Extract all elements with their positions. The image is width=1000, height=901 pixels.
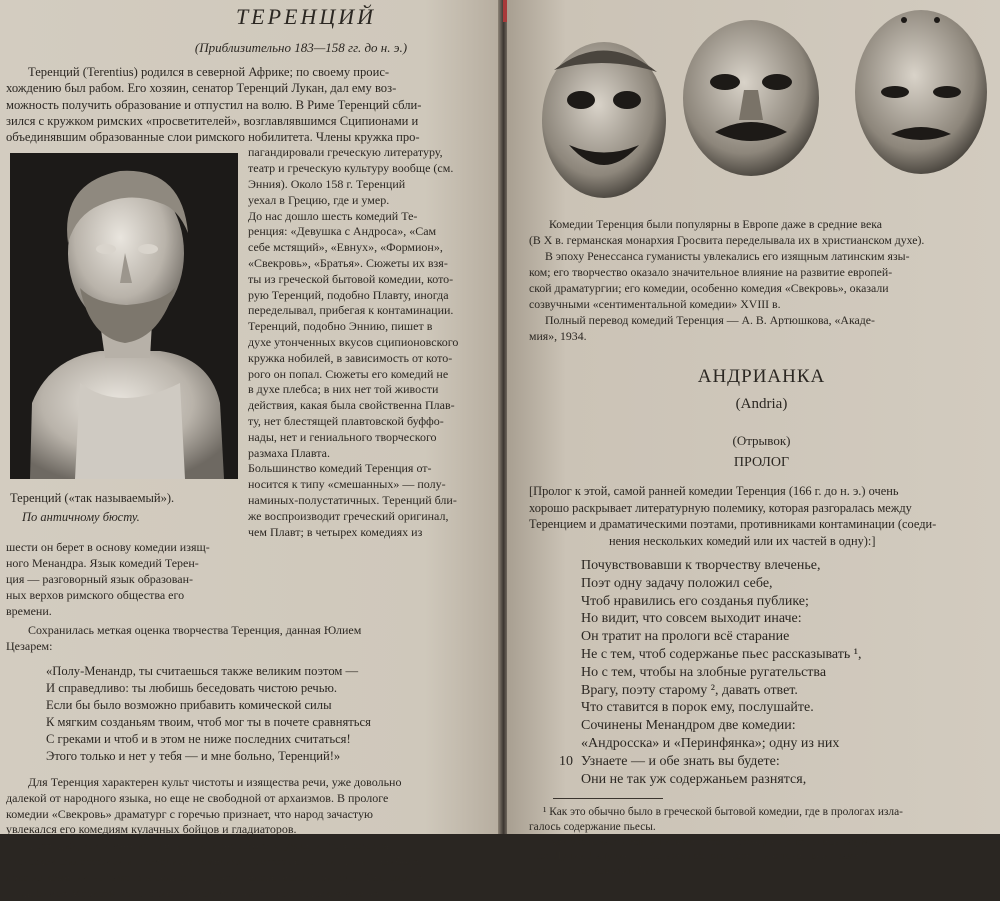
verse-text: Они не так уж содержаньем разнятся,: [581, 771, 807, 787]
intro-paragraph: [6, 64, 486, 145]
text-line: ция — разговорный язык образован-: [6, 572, 194, 586]
footnote-line: галось содержание пьесы.: [529, 820, 656, 833]
portrait-caption: [10, 489, 238, 527]
verse-text: Он тратит на прологи всё старание: [581, 629, 790, 645]
text-line: Сохранилась меткая оценка творчества Теренция, данная Юлием: [28, 623, 362, 638]
caption-text: Теренций («так называемый»).: [10, 491, 175, 506]
text-line: переделывал, прибегая к контаминации.: [248, 303, 454, 318]
life-dates: (Приблизительно 183—158 гг. до н. э.): [194, 40, 408, 55]
text-line: размаха Плавта.: [248, 445, 330, 460]
verse-line: [581, 575, 994, 593]
text-line: кружка нобилей, в зависимость от кото-: [248, 350, 453, 365]
text-line: духе утонченных вкусов сципионовского: [248, 335, 459, 350]
text-line: шести он берет в основу комедии изящ-: [6, 540, 210, 555]
text-line: действия, какая была свойственна Плав-: [248, 398, 455, 413]
portrait-figure: [10, 153, 238, 527]
grinning-mask-icon: [542, 42, 666, 198]
footnotes: [529, 805, 994, 878]
fragment-label: (Отрывок): [732, 433, 791, 448]
footnote-line: тургии; (его) комедии были...: [529, 864, 671, 877]
verse-line: [581, 699, 994, 717]
verse-line: [581, 557, 994, 575]
verse-text: Что ставится в порок ему, послушайте.: [581, 700, 814, 716]
text-line: ты из греческой бытовой комедии, кото-: [248, 271, 454, 286]
text-line: в духе плебса; в них нет той живости: [248, 382, 439, 397]
prologue-verse: [559, 557, 994, 788]
verse-line: [581, 610, 994, 628]
text-line: увлекался его комедиям кулачных бойцов и гладиаторов.: [6, 822, 297, 837]
text-line: ской драматургии; его комедии, особенно комедия «Свекровь», оказали: [529, 281, 889, 295]
assessment-paragraph: [6, 623, 486, 655]
quote-line: Этого только и нет у тебя — и мне больно, Теренций!»: [46, 748, 341, 763]
verse-line: [559, 753, 994, 771]
text-line: зился с кружком римских «просветителей», возглавлявшимся Сципионами и: [6, 113, 419, 128]
text-line: созвучными «сентиментальной комедии» XVIII в.: [529, 297, 781, 311]
prologue-note: [529, 483, 994, 549]
text-line: пагандировали греческую литературу,: [248, 145, 443, 160]
text-line: ту, нет блестящей плавтовской буффо-: [248, 414, 444, 429]
text-line: хорошо раскрывает литературную полемику, которая разгоралась между: [529, 500, 912, 515]
text-line: нады, нет и гениального творческого: [248, 429, 437, 444]
text-line: [Пролог к этой, самой ранней комедии Теренция (166 г. до н. э.) очень: [529, 484, 899, 498]
left-page: [0, 0, 500, 900]
footnote-divider: [553, 798, 663, 799]
text-line: чем Плавт; в четырех комедиях из: [248, 524, 423, 539]
text-line: театр и греческую культуру вообще (см.: [248, 161, 454, 176]
verse-line: [581, 771, 994, 789]
prologue-heading: ПРОЛОГ: [733, 455, 790, 470]
text-line: Теренцием и драматическими поэтами, противниками контаминации (соеди-: [529, 517, 937, 531]
text-line: рого он попал. Сюжеты его комедий не: [248, 366, 449, 381]
text-line: Цезарем:: [6, 639, 53, 654]
verse-text: Но видит, что совсем выходит иначе:: [581, 611, 802, 627]
text-line: уехал в Грецию, где и умер.: [248, 192, 390, 207]
text-line: (В X в. германская монархия Гросвита переделывала их в христианском духе).: [529, 233, 925, 247]
text-line: Комедии Теренция были популярны в Европе даже в средние века: [549, 217, 882, 231]
play-subtitle: (Andria): [735, 396, 788, 412]
quote-line: С греками и чтоб и в этом не ниже последних считаться!: [46, 731, 351, 746]
line-number: 10: [559, 753, 573, 769]
verse-text: Врагу, поэту старому ², давать ответ.: [581, 682, 798, 698]
text-line: далекой от народного языка, но еще не свободной от архаизмов. В прологе: [6, 790, 389, 805]
text-line: хождению был рабом. Его хозяин, сенатор Теренций Лукан, дал ему воз-: [6, 81, 397, 96]
caesar-quote: [46, 663, 486, 765]
quote-line: К мягким созданьям твоим, чтоб мог ты в почете сравняться: [46, 714, 371, 729]
text-line: времени.: [6, 603, 52, 618]
verse-text: «Андросска» и «Перинфянка»; одну из них: [581, 735, 840, 751]
text-line: мия», 1934.: [529, 329, 587, 343]
right-page: [507, 0, 1000, 877]
verse-line: [581, 593, 994, 611]
text-line: ренция: «Девушка с Андроса», «Сам: [248, 224, 437, 239]
text-line: Для Теренция характерен культ чистоты и изящества речи, уже довольно: [28, 774, 402, 789]
text-line: ярко из комедий выражена мысль о сущности человеческой природы. Так, ему не: [6, 869, 423, 884]
verse-text: Почувствовавши к творчеству влеченье,: [581, 558, 821, 573]
text-line: же воспроизводит греческий оригинал,: [248, 508, 449, 523]
closing-paragraph: [6, 775, 486, 901]
quote-line: Если бы было возможно прибавить комической силы: [46, 697, 332, 712]
footnote-line: ¹ Как это обычно было в греческой бытовой комедии, где в прологах изла-: [543, 806, 903, 819]
play-title: АНДРИАНКА: [697, 366, 826, 387]
verse-line: [581, 682, 994, 700]
text-line: Полный перевод комедий Теренция — А. В. Артюшкова, «Акаде-: [545, 313, 875, 327]
quote-line: «Полу-Менандр, ты считаешься также великим поэтом —: [46, 663, 359, 678]
text-line: «Свекровь», «Братья». Сюжеты их взя-: [248, 256, 448, 271]
footnote-line: ² Как указывает древний комментатор Теренция Донат, здесь разумеется: [543, 835, 895, 848]
text-line: рую Теренций, подобно Плавту, иногда: [248, 287, 449, 302]
verse-line: [581, 717, 994, 735]
text-line: Теренций, как и многие члены сципионовского кружка, интересовался: [28, 838, 390, 853]
verse-text: Чтоб нравились его созданья публике;: [581, 593, 809, 609]
theatre-masks-illustration: [529, 0, 994, 212]
text-line: комедии «Свекровь» драматург с горечью признает, что народ зачастую: [6, 806, 373, 821]
text-line: нения нескольких комедий или их частей в одну):]: [609, 533, 876, 548]
text-line: носится к типу «смешанных» — полу-: [248, 477, 446, 492]
verse-text: Сочинены Менандром две комедии:: [581, 718, 796, 734]
verse-line: [581, 664, 994, 682]
verse-line: [581, 628, 994, 646]
frowning-mask-icon: [683, 20, 819, 176]
text-line: ных верхов римского общества его: [6, 587, 185, 602]
verse-line: [581, 735, 994, 753]
bust-portrait-image: [10, 153, 238, 479]
text-line: наминых-полустатичных. Теренций бли-: [248, 493, 457, 508]
text-line: Теренций, подобно Эннию, пишет в: [248, 319, 433, 334]
text-line: себе мстящий», «Евнух», «Формион»,: [248, 240, 443, 255]
verse-line: [581, 646, 994, 664]
text-line: ного Менандра. Язык комедий Терен-: [6, 556, 199, 571]
text-line: ком; его творчество оказало значительное влияние на развитие европей-: [529, 265, 893, 279]
bald-mask-icon: [855, 10, 987, 174]
text-line: греческой философией и проводил в комедиях некоторые ее принципы. Наиболее: [6, 853, 424, 868]
caption-subtext: По античному бюсту.: [22, 510, 140, 525]
text-line: В эпоху Ренессанса гуманисты увлекались его изящным латинским язы-: [545, 249, 910, 263]
verse-text: Но с тем, чтобы на злобные ругательства: [581, 664, 827, 680]
text-line: — любимое Марксом изречение: «Я человек, ничто человеческое мне не: [6, 885, 379, 900]
text-line: объединявшим образованные слои римского нобилитета. Члены кружка про-: [6, 130, 420, 145]
footnote-line: поэт Луций Ланувин, глава враждебного Теренцию течения в драма-: [529, 850, 863, 863]
text-line: До нас дошло шесть комедий Те-: [248, 208, 418, 223]
text-line: Энния). Около 158 г. Теренций: [248, 177, 406, 192]
quote-line: И справедливо: ты любишь беседовать чистою речью.: [46, 680, 338, 695]
text-line: можность получить образование и отпустил на волю. В Риме Теренций сбли-: [6, 97, 422, 112]
page-title: ТЕРЕНЦИЙ: [235, 4, 377, 29]
verse-text: Узнаете — и обе знать вы будете:: [581, 753, 780, 769]
verse-text: Поэт одну задачу положил себе,: [581, 575, 773, 591]
verse-text: Не с тем, чтоб содержанье пьес рассказывать ¹,: [581, 646, 862, 662]
text-line: Теренций (Terentius) родился в северной Африке; по своему проис-: [28, 65, 390, 79]
reception-paragraph: [529, 216, 994, 344]
text-line: Большинство комедий Теренция от-: [248, 461, 432, 476]
